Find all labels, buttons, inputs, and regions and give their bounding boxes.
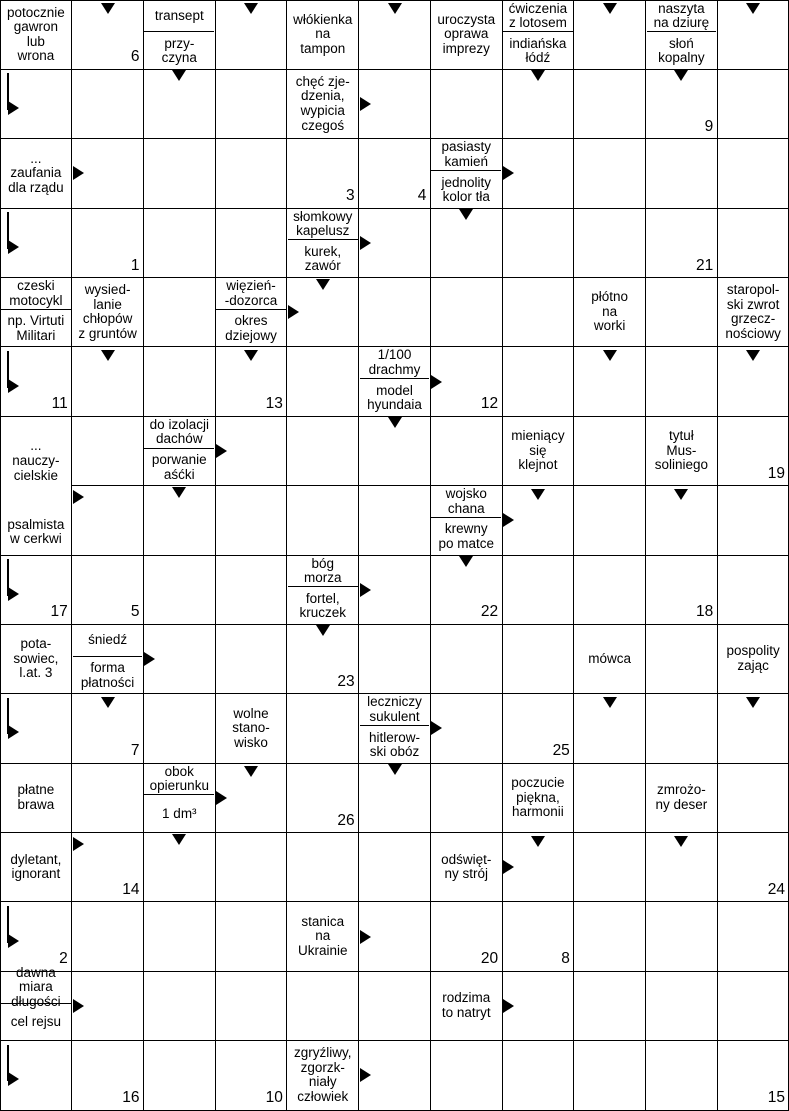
grid-cell[interactable] <box>143 555 215 625</box>
arrow-down-icon <box>172 70 186 81</box>
arrow-down-icon <box>746 3 760 14</box>
arrow-right-icon <box>360 1068 371 1082</box>
grid-cell[interactable] <box>574 416 646 486</box>
cell-number: 17 <box>50 603 68 621</box>
grid-cell[interactable] <box>287 486 359 556</box>
arrow-right-icon <box>73 490 84 504</box>
grid-cell[interactable] <box>646 971 718 1041</box>
grid-cell[interactable] <box>215 69 287 139</box>
cell-number: 3 <box>346 187 355 205</box>
clue-text: rodzima to natryt <box>441 990 491 1020</box>
arrow-down-icon <box>388 764 402 775</box>
arrow-down-icon <box>101 697 115 708</box>
arrow-down-icon <box>388 3 402 14</box>
grid-cell[interactable] <box>359 486 431 556</box>
cell-number: 12 <box>480 395 499 413</box>
cell-number: 11 <box>51 395 68 413</box>
arrow-down-icon <box>531 70 545 81</box>
clue-text: więzień- -dozorca <box>216 279 286 310</box>
grid-cell[interactable] <box>574 902 646 972</box>
grid-cell[interactable] <box>574 208 646 278</box>
clue-text: transept <box>144 1 214 32</box>
grid-cell[interactable] <box>287 694 359 764</box>
arrow-right-icon <box>503 999 514 1013</box>
clue-text: leczniczy sukulent <box>360 695 430 726</box>
clue-text: bóg morza <box>288 556 358 587</box>
grid-cell[interactable] <box>502 347 574 417</box>
grid-cell[interactable] <box>574 555 646 625</box>
cell-number: 5 <box>130 603 140 621</box>
grid-cell[interactable] <box>502 1041 574 1111</box>
arrow-down-icon <box>674 70 688 81</box>
cell-number: 20 <box>480 950 499 968</box>
grid-cell[interactable] <box>215 833 287 903</box>
grid-cell[interactable] <box>143 694 215 764</box>
clue-text: tytuł Mus- soliniego <box>654 428 709 473</box>
clue-text: chęć zje- dzenia, wypicia czegoś <box>295 73 350 133</box>
arrow-down-icon <box>603 350 617 361</box>
grid-cell[interactable] <box>143 902 215 972</box>
arrow-right-icon <box>73 837 84 851</box>
grid-cell[interactable] <box>430 763 502 833</box>
grid-cell[interactable] <box>287 971 359 1041</box>
grid-cell[interactable] <box>430 1041 502 1111</box>
arrow-down-icon <box>459 556 473 567</box>
clue-text: płatne brawa <box>17 782 55 812</box>
grid-cell[interactable] <box>430 416 502 486</box>
clue-text: mieniący się klejnot <box>511 428 565 473</box>
clue-text: hitlerow- ski obóz <box>368 729 420 760</box>
clue-text: przy- czyna <box>161 35 197 66</box>
grid-cell[interactable] <box>717 69 789 139</box>
arrow-down-icon <box>244 350 258 361</box>
grid-cell[interactable] <box>287 416 359 486</box>
arrow-right-icon <box>360 930 371 944</box>
grid-cell[interactable] <box>72 902 144 972</box>
grid-cell[interactable] <box>502 624 574 694</box>
arrow-right-icon <box>73 166 84 180</box>
clue-text: staropol- ski zwrot grzecz- nościowy <box>725 282 781 341</box>
arrow-right-icon <box>503 166 514 180</box>
clue-text: uroczysta oprawa imprezy <box>437 11 496 56</box>
cell-number: 9 <box>704 117 714 135</box>
arrow-right-icon <box>8 379 19 393</box>
grid-cell[interactable] <box>574 833 646 903</box>
grid-cell[interactable] <box>359 278 431 348</box>
clue-text: słomkowy kapelusz <box>288 209 358 240</box>
grid-cell[interactable] <box>215 902 287 972</box>
arrow-down-icon <box>603 697 617 708</box>
grid-cell[interactable] <box>646 694 718 764</box>
grid-cell[interactable] <box>143 1041 215 1111</box>
arrow-down-icon <box>172 834 186 845</box>
grid-cell[interactable] <box>430 278 502 348</box>
grid-cell[interactable] <box>574 763 646 833</box>
grid-cell[interactable] <box>143 208 215 278</box>
clue-text: wysied- lanie chłopów z gruntów <box>78 282 137 341</box>
arrow-down-icon <box>603 3 617 14</box>
cell-number: 15 <box>767 1089 785 1106</box>
clue-text: pospolity zając <box>726 643 780 674</box>
grid-cell[interactable] <box>72 416 144 486</box>
arrow-right-icon <box>360 97 371 111</box>
cell-number: 10 <box>265 1089 283 1106</box>
grid-cell[interactable] <box>359 833 431 903</box>
arrow-right-icon <box>8 240 19 254</box>
arrow-right-icon <box>503 513 514 527</box>
cell-number: 14 <box>122 880 140 898</box>
cell-number: 18 <box>696 603 714 621</box>
grid-cell[interactable] <box>574 971 646 1041</box>
clue-text: zmrożo- ny deser <box>655 782 708 812</box>
clue-text: śniedź <box>73 625 143 656</box>
cell-number: 23 <box>337 672 355 690</box>
grid-cell[interactable] <box>574 69 646 139</box>
clue-text: płótno na worki <box>591 289 629 334</box>
clue-text: poczucie piękna, harmonii <box>511 774 565 820</box>
clue-text: np. Virtuti Militari <box>7 313 65 343</box>
grid-cell[interactable] <box>646 278 718 348</box>
grid-cell[interactable] <box>646 139 718 209</box>
arrow-down-icon <box>244 766 258 777</box>
clue-text: dawna miara długości <box>1 972 71 1003</box>
grid-cell[interactable] <box>215 971 287 1041</box>
grid-cell[interactable] <box>717 763 789 833</box>
grid-cell[interactable] <box>215 139 287 209</box>
grid-cell[interactable] <box>215 486 287 556</box>
clue-text: cel rejsu <box>10 1014 61 1030</box>
arrow-right-icon <box>431 375 442 389</box>
grid-cell[interactable] <box>574 1041 646 1111</box>
grid-cell[interactable] <box>646 1041 718 1111</box>
arrow-down-icon <box>531 489 545 500</box>
grid-cell[interactable] <box>646 347 718 417</box>
clue-text: pasiasty kamień <box>431 140 501 171</box>
grid-cell[interactable] <box>359 971 431 1041</box>
grid-cell[interactable] <box>215 208 287 278</box>
arrow-right-icon <box>288 305 299 319</box>
clue-text: model hyundaia <box>367 382 422 413</box>
arrow-down-icon <box>746 697 760 708</box>
arrow-down-icon <box>674 489 688 500</box>
cell-number: 19 <box>767 464 785 482</box>
clue-text: indiańska łódź <box>509 35 567 66</box>
clue-text: naszyta na dziurę <box>647 1 717 32</box>
cell-number: 21 <box>696 256 714 274</box>
clue-text: dyletant, ignorant <box>10 851 62 882</box>
clue-text: do izolacji dachów <box>144 417 214 448</box>
cell-number: 13 <box>265 395 283 413</box>
grid-cell[interactable] <box>430 69 502 139</box>
arrow-right-icon <box>8 101 19 115</box>
clue-text: zgryźliwy, zgorzk- niały człowiek <box>294 1045 352 1104</box>
grid-cell[interactable] <box>215 555 287 625</box>
grid-cell[interactable] <box>72 763 144 833</box>
cell-number: 24 <box>767 880 785 898</box>
cell-number: 2 <box>59 950 68 968</box>
cell-number: 8 <box>561 950 570 968</box>
clue-text: jednolity kolor tła <box>441 174 491 205</box>
arrow-down-icon <box>388 417 402 428</box>
clue-text: okres dziejowy <box>225 313 277 343</box>
arrow-right-icon <box>360 236 371 250</box>
arrow-down-icon <box>746 350 760 361</box>
cell-number: 22 <box>480 603 499 621</box>
clue-text: porwanie aśćki <box>151 452 207 482</box>
arrow-right-icon <box>431 721 442 735</box>
clue-text: kurek, zawór <box>304 243 342 274</box>
clue-text: psalmista w cerkwi <box>7 516 65 547</box>
arrow-right-icon <box>8 1072 19 1086</box>
clue-text: stanica na Ukrainie <box>298 913 348 958</box>
grid-cell[interactable] <box>143 139 215 209</box>
grid-cell[interactable] <box>717 902 789 972</box>
arrow-down-icon <box>316 279 330 290</box>
clue-text: ... nauczy- cielskie <box>1 417 71 505</box>
cell-number: 16 <box>122 1089 140 1106</box>
clue-text: forma płatności <box>80 660 135 690</box>
grid-cell[interactable] <box>143 278 215 348</box>
grid-cell[interactable] <box>717 139 789 209</box>
arrow-right-icon <box>8 587 19 601</box>
arrow-right-icon <box>73 999 84 1013</box>
arrow-right-icon <box>8 934 19 948</box>
clue-text: krewny po matce <box>438 521 494 551</box>
grid-cell[interactable] <box>287 347 359 417</box>
grid-cell[interactable] <box>143 971 215 1041</box>
arrow-down-icon <box>101 350 115 361</box>
clue-text: 1/100 drachmy <box>360 348 430 379</box>
grid-cell[interactable] <box>717 555 789 625</box>
clue-text: czeski motocykl <box>1 279 71 310</box>
cell-number: 4 <box>417 187 427 205</box>
clue-text: odświęt- ny strój <box>441 851 492 882</box>
cell-number: 25 <box>552 742 570 760</box>
grid-cell[interactable] <box>717 486 789 556</box>
clue-text: włókienka na tampon <box>293 11 353 56</box>
cell-number: 6 <box>130 48 140 66</box>
arrow-down-icon <box>172 487 186 498</box>
arrow-right-icon <box>144 652 155 666</box>
clue-text: ćwiczenia z lotosem <box>503 1 573 32</box>
arrow-right-icon <box>360 583 371 597</box>
clue-text: obok opierunku <box>144 764 214 795</box>
arrow-down-icon <box>674 836 688 847</box>
arrow-right-icon <box>216 791 227 805</box>
grid-cell[interactable] <box>72 69 144 139</box>
clue-text: słoń kopalny <box>658 35 705 66</box>
grid-cell[interactable] <box>574 486 646 556</box>
grid-cell[interactable] <box>646 902 718 972</box>
arrow-down-icon <box>459 209 473 220</box>
clue-text: ... zaufania dla rządu <box>8 150 64 195</box>
cell-number: 1 <box>130 256 140 274</box>
arrow-down-icon <box>101 3 115 14</box>
grid-cell[interactable] <box>215 624 287 694</box>
grid-cell[interactable] <box>430 624 502 694</box>
arrow-right-icon <box>503 860 514 874</box>
grid-cell[interactable] <box>717 971 789 1041</box>
cell-number: 7 <box>130 742 140 760</box>
grid-cell[interactable] <box>717 208 789 278</box>
grid-cell[interactable] <box>502 208 574 278</box>
clue-text: potocznie gawron lub wrona <box>6 4 65 64</box>
arrow-right-icon <box>216 444 227 458</box>
grid-cell[interactable] <box>287 833 359 903</box>
arrow-down-icon <box>316 625 330 636</box>
arrow-down-icon <box>531 836 545 847</box>
grid-cell[interactable] <box>359 624 431 694</box>
grid-cell[interactable] <box>143 347 215 417</box>
clue-text: mówca <box>588 650 632 666</box>
arrow-right-icon <box>8 725 19 739</box>
clue-text: pota- sowiec, l.at. 3 <box>13 636 59 681</box>
grid-cell[interactable] <box>574 139 646 209</box>
clue-text: fortel, kruczek <box>299 590 347 621</box>
grid-cell[interactable] <box>646 624 718 694</box>
arrow-down-icon <box>244 3 258 14</box>
clue-text: wojsko chana <box>431 487 501 518</box>
grid-cell[interactable] <box>502 555 574 625</box>
grid-cell[interactable] <box>502 278 574 348</box>
clue-text: 1 dm³ <box>162 806 197 822</box>
cell-number: 26 <box>337 811 355 829</box>
clue-text: wolne stano- wisko <box>232 705 270 750</box>
